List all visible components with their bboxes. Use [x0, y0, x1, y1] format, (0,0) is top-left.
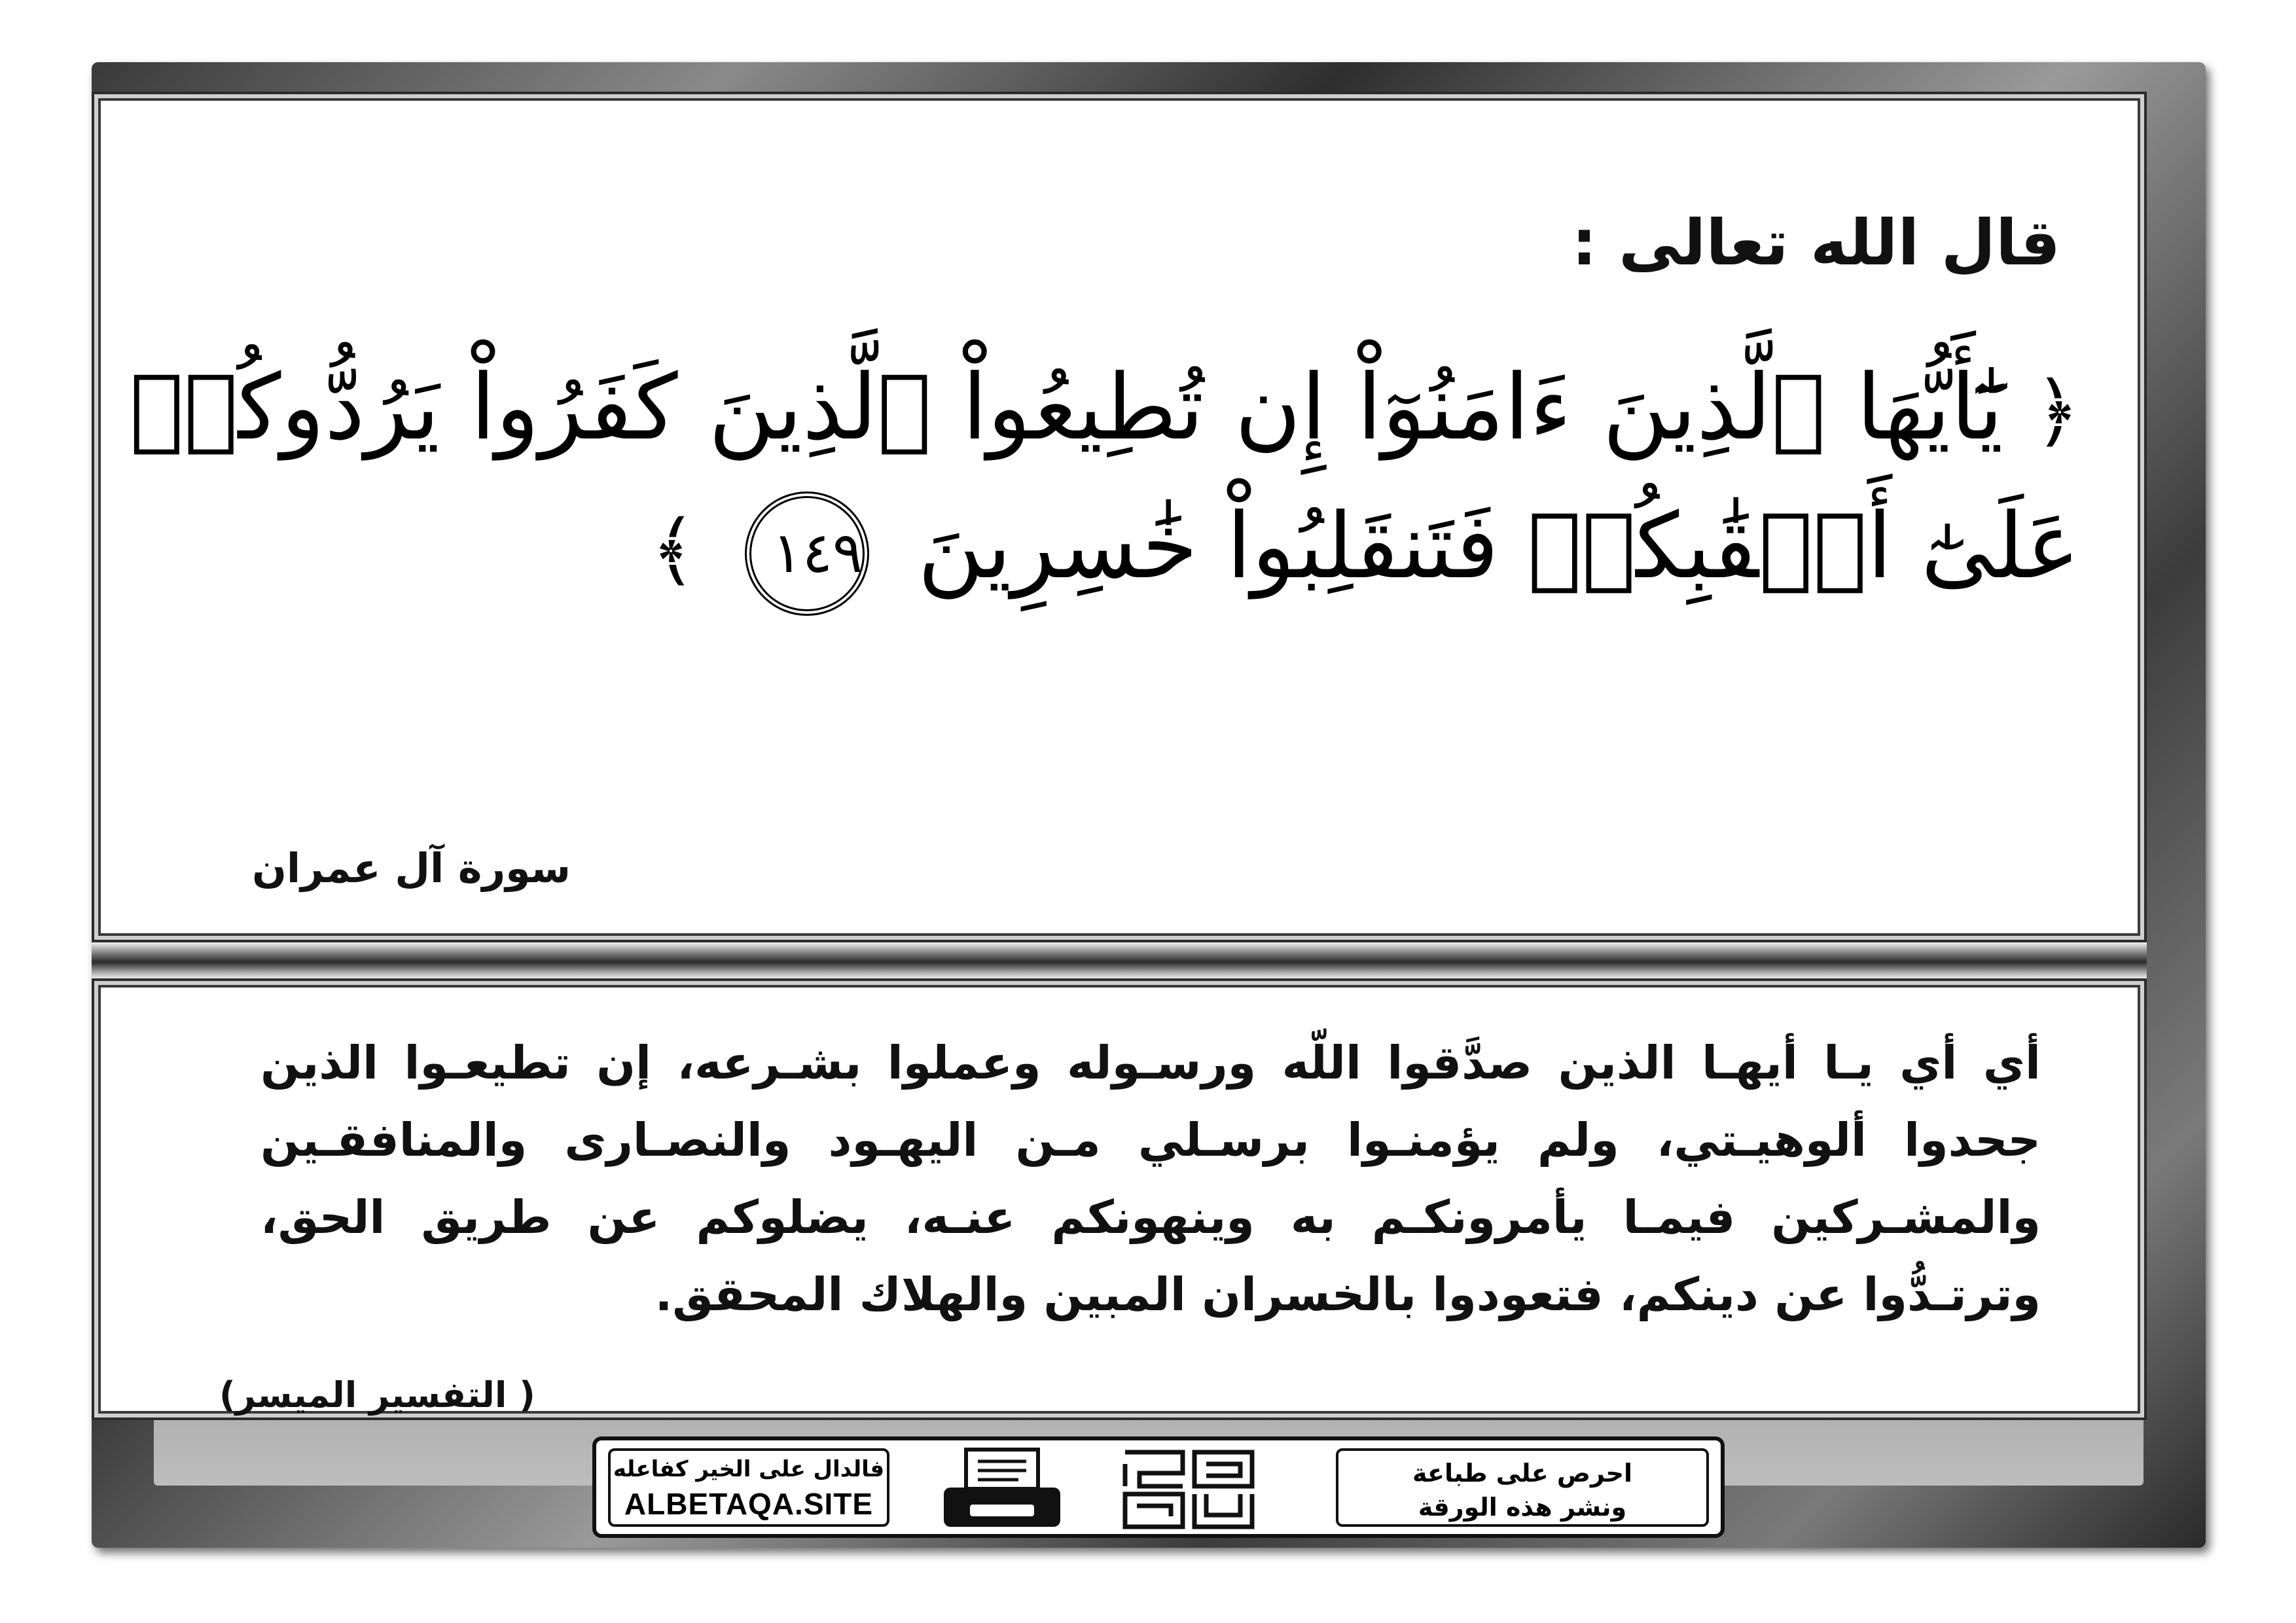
footer-site-box: [608, 1448, 889, 1527]
heading: قال الله تعالى :: [1571, 206, 2060, 279]
verse-text: يَٰٓأَيُّهَا ٱلَّذِينَ ءَامَنُوٓاْ إِن تُطِيعُواْ ٱلَّذِينَ كَفَرُواْ يَرُدُّوكُمۡ عَلَىٰٓ أَعۡقَٰبِكُمۡ فَتَنقَلِبُواْ خَٰسِرِينَ: [130, 355, 2080, 599]
dawah-waraqa-logo: [1120, 1447, 1257, 1532]
footer-print-note: [1336, 1448, 1709, 1527]
tafsir-source: ( التفسير الميسر): [219, 1374, 535, 1416]
ayah-number: ١٤٩: [745, 491, 869, 616]
footer-proverb: فالدال على الخير كفاعله: [613, 1456, 885, 1482]
footer-note-line2: ونشر هذه الورقة: [1418, 1493, 1627, 1522]
printer-icon: [940, 1447, 1064, 1531]
quran-verse: [130, 340, 2080, 618]
frame-divider: [92, 942, 2147, 978]
tafsir-text: أي أي يـا أيهـا الذين صدَّقوا اللّه ورسـوله وعملوا بشـرعه، إن تطيعـوا الذين جحدوا ألوهيـتي، ولم يؤمنـوا برسـلي مـن اليهـود والنصـارى والمنافقـين والمشـركين فيمـا يأمرونكـم به وينهونكم عنـه، يضلوكم عن طريق الحق، وترتـدُّوا عن دينكم، فتعودوا بالخسران المبين والهلاك المحقق.: [260, 1036, 2041, 1321]
verse-close-ornament: ﴾: [650, 505, 697, 596]
footer-site-url[interactable]: ALBETAQA.SITE: [624, 1487, 874, 1521]
footer-strip: [592, 1436, 1725, 1538]
footer-note-line1: احرص على طباعة: [1412, 1459, 1633, 1488]
surah-name: سورة آل عمران: [252, 844, 571, 892]
verse-open-ornament: ﴿: [2034, 366, 2080, 457]
